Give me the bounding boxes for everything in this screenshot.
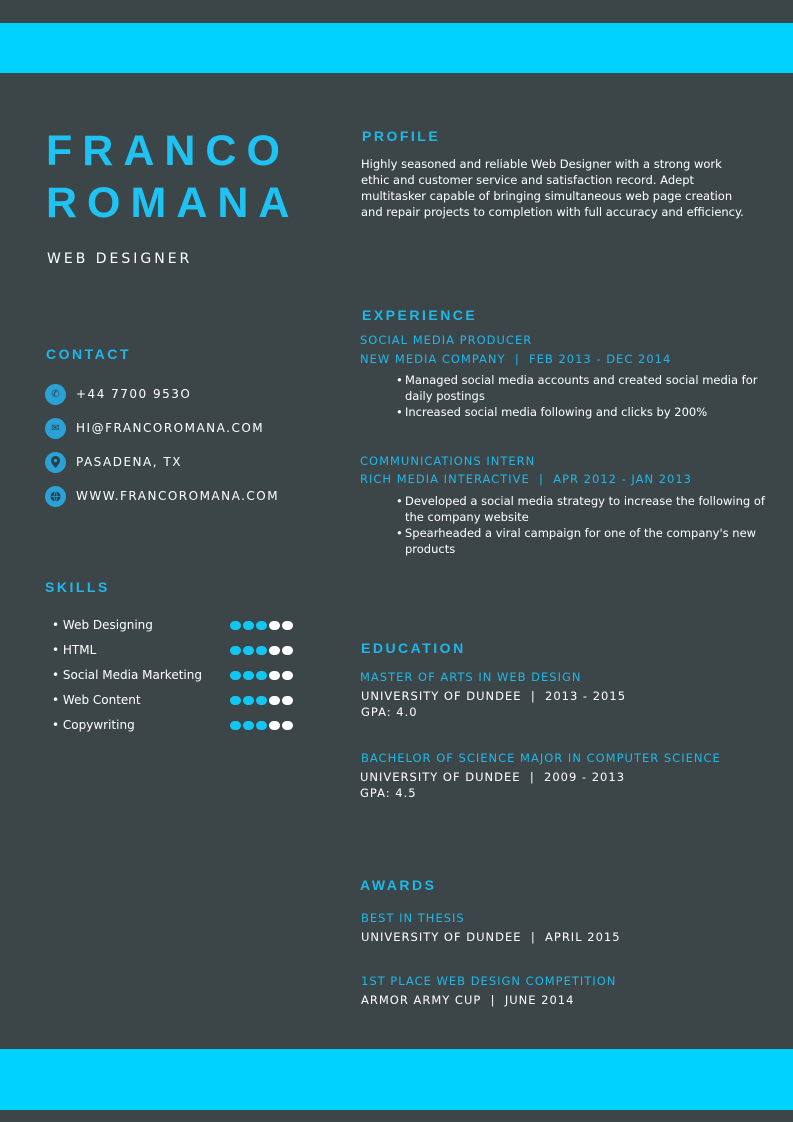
rating-dot-empty (269, 621, 280, 630)
profile-heading: PROFILE (362, 128, 441, 144)
first-name: FRANCO (46, 127, 290, 175)
rating-dot-filled (230, 721, 241, 730)
last-name: ROMANA (46, 179, 300, 227)
globe-icon (45, 486, 66, 507)
contact-location (45, 451, 182, 473)
skill-name: • Web Content (52, 693, 141, 707)
job-bullet: • Managed social media accounts and created social media for daily postings (396, 372, 766, 404)
rating-dot-empty (269, 646, 280, 655)
skill-label: Web Designing (62, 618, 153, 632)
skill-label: Social Media Marketing (62, 668, 202, 682)
rating-dot-empty (269, 696, 280, 705)
top-accent-band (0, 23, 793, 73)
location-text: PASADENA, TX (76, 455, 182, 469)
profile-summary: Highly seasoned and reliable Web Designer with a strong work ethic and customer service and satisfaction record. Adept multitasker capable of bringing simultaneous web page creation and repair projects to completion with full accuracy and efficiency. (361, 157, 744, 219)
rating-dot-filled (256, 646, 267, 655)
gpa: GPA: 4.0 (361, 705, 418, 719)
school-dates: UNIVERSITY OF DUNDEE | 2013 - 2015 (361, 689, 627, 703)
rating-dot-empty (282, 646, 293, 655)
school-dates: UNIVERSITY OF DUNDEE | 2009 - 2013 (360, 770, 626, 784)
skill-label: Copywriting (62, 718, 135, 732)
rating-dot-filled (243, 646, 254, 655)
contact-heading: CONTACT (46, 346, 131, 362)
rating-dot-filled (230, 646, 241, 655)
skill-row (52, 692, 302, 708)
degree-title: BACHELOR OF SCIENCE MAJOR IN COMPUTER SCIENCE (361, 751, 721, 765)
bottom-accent-band (0, 1049, 793, 1110)
rating-dot-empty (282, 621, 293, 630)
job-bullet: • Increased social media following and clicks by 200% (396, 404, 766, 420)
phone-text: +44 7700 953O (76, 387, 192, 401)
contact-website[interactable] (45, 485, 279, 507)
rating-dot-filled (256, 621, 267, 630)
job-bullet: • Developed a social media strategy to increase the following of the company website (396, 493, 766, 525)
contact-email[interactable] (45, 417, 264, 439)
skill-name: • Web Designing (52, 618, 153, 632)
job-position: COMMUNICATIONS INTERN (360, 454, 536, 468)
education-heading: EDUCATION (361, 640, 466, 656)
skills-heading: SKILLS (45, 579, 110, 595)
degree-title: MASTER OF ARTS IN WEB DESIGN (360, 670, 582, 684)
rating-dot-filled (230, 621, 241, 630)
rating-dot-empty (282, 671, 293, 680)
rating-dot-empty (282, 696, 293, 705)
location-pin-icon (45, 452, 66, 473)
job-bullets (396, 372, 766, 420)
skill-rating (230, 646, 293, 655)
rating-dot-filled (256, 721, 267, 730)
award-title: BEST IN THESIS (361, 911, 465, 925)
job-company-dates: NEW MEDIA COMPANY | FEB 2013 - DEC 2014 (360, 352, 672, 366)
rating-dot-filled (256, 671, 267, 680)
skill-row (52, 667, 302, 683)
skill-name: • Copywriting (52, 718, 135, 732)
email-icon: ✉ (45, 418, 66, 439)
skill-name: • Social Media Marketing (52, 668, 202, 682)
skill-label: HTML (62, 643, 97, 657)
skill-rating (230, 621, 293, 630)
job-position: SOCIAL MEDIA PRODUCER (360, 333, 533, 347)
email-text[interactable]: HI@FRANCOROMANA.COM (76, 421, 265, 435)
rating-dot-filled (243, 721, 254, 730)
skill-row (52, 642, 302, 658)
rating-dot-filled (243, 671, 254, 680)
gpa: GPA: 4.5 (360, 786, 417, 800)
skill-rating (230, 696, 293, 705)
rating-dot-filled (230, 696, 241, 705)
rating-dot-empty (269, 671, 280, 680)
job-bullets (396, 493, 766, 557)
award-title: 1ST PLACE WEB DESIGN COMPETITION (361, 974, 617, 988)
job-title: WEB DESIGNER (47, 251, 193, 267)
rating-dot-filled (256, 696, 267, 705)
job-bullet: • Spearheaded a viral campaign for one of the company's new products (396, 525, 766, 557)
skill-rating (230, 671, 293, 680)
rating-dot-empty (269, 721, 280, 730)
skill-name: • HTML (52, 643, 97, 657)
awards-heading: AWARDS (360, 877, 437, 893)
skill-label: Web Content (62, 693, 141, 707)
rating-dot-empty (282, 721, 293, 730)
rating-dot-filled (243, 696, 254, 705)
experience-heading: EXPERIENCE (362, 307, 478, 323)
website-text[interactable]: WWW.FRANCOROMANA.COM (76, 489, 280, 503)
skill-row (52, 617, 302, 633)
rating-dot-filled (230, 671, 241, 680)
award-detail: ARMOR ARMY CUP | JUNE 2014 (361, 993, 575, 1007)
award-detail: UNIVERSITY OF DUNDEE | APRIL 2015 (361, 930, 621, 944)
skill-row (52, 717, 302, 733)
job-company-dates: RICH MEDIA INTERACTIVE | APR 2012 - JAN 2013 (360, 472, 692, 486)
phone-icon: ✆ (45, 384, 66, 405)
rating-dot-filled (243, 621, 254, 630)
skill-rating (230, 721, 293, 730)
contact-phone (45, 383, 191, 405)
candidate-name (46, 125, 299, 229)
